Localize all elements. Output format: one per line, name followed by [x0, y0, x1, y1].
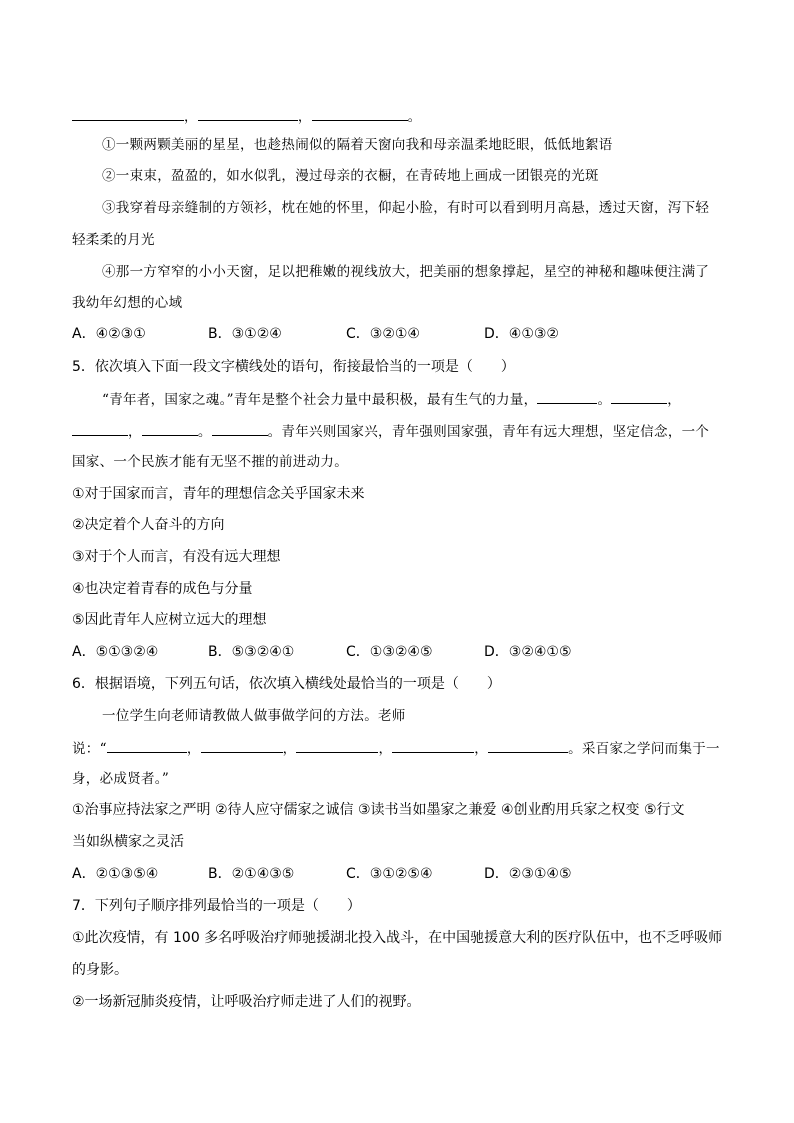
q5-paragraph-line1 [72, 389, 752, 410]
option-a[interactable]: A．⑤①③②④ [72, 644, 159, 660]
q4-item-1: ①一颗两颗美丽的星星，也趁热闹似的隔着天窗向我和母亲温柔地眨眼，低低地絮语 [102, 137, 613, 153]
answer-blank [107, 738, 187, 753]
q6-options [72, 864, 722, 884]
option-d[interactable]: D．④①③② [484, 326, 559, 342]
option-c[interactable]: C．③①②⑤④ [346, 866, 433, 882]
q6-items-line1: ①治事应持法家之严明 ②待人应守儒家之诚信 ③读书当如墨家之兼爱 ④创业酌用兵家之权变 ⑤行文 [72, 802, 685, 818]
option-b[interactable]: B．⑤③②④① [208, 644, 295, 660]
q4-item-4-cont: 我幼年幻想的心域 [72, 295, 183, 311]
q5-item-5: ⑤因此青年人应树立远大的理想 [72, 612, 267, 628]
q7-item-2: ②一场新冠肺炎疫情，让呼吸治疗师走进了人们的视野。 [72, 994, 421, 1010]
q6-paragraph-line3: 身，必成贤者。” [72, 771, 170, 787]
q5-item-2: ②决定着个人奋斗的方向 [72, 517, 225, 533]
q7-item-1-cont: 的身影。 [72, 962, 128, 978]
answer-blank [201, 738, 283, 753]
q6-text: ， [282, 741, 297, 757]
q5-item-4: ④也决定着青春的成色与分量 [72, 581, 253, 597]
answer-blank [212, 421, 268, 436]
option-c[interactable]: C．③②①④ [346, 326, 420, 342]
answer-blank [611, 389, 667, 404]
q7-item-1: ①此次疫情，有 100 多名呼吸治疗师驰援湖北投入战斗，在中国驰援意大利的医疗队伍中，也不乏呼吸师 [72, 930, 722, 946]
q6-text: 说：“ [72, 741, 107, 757]
q4-options [72, 324, 722, 344]
q5-paragraph-line3: 国家、一个民族才能有无坚不摧的前进动力。 [72, 454, 348, 470]
q4-item-3: ③我穿着母亲缝制的方领衫，枕在她的怀里，仰起小脸，有时可以看到明月高悬，透过天窗，泻下轻 [102, 200, 710, 216]
q5-stem: 5．依次填入下面一段文字横线处的语句，衔接最恰当的一项是（ ） [72, 359, 515, 375]
q5-options [72, 642, 722, 662]
option-b[interactable]: B．③①②④ [208, 326, 282, 342]
q6-paragraph-line1: 一位学生向老师请教做人做事做学问的方法。老师 [102, 708, 406, 724]
option-a[interactable]: A．②①③⑤④ [72, 866, 159, 882]
option-c[interactable]: C．①③②④⑤ [346, 644, 433, 660]
answer-blank [488, 738, 568, 753]
q5-item-1: ①对于国家而言，青年的理想信念关乎国家未来 [72, 486, 365, 502]
q6-paragraph-line2 [72, 738, 722, 759]
q6-text: ， [186, 741, 201, 757]
q5-text: 。 [597, 392, 612, 408]
q6-text: 。采百家之学问而集于一 [568, 741, 720, 757]
answer-blank [537, 389, 597, 404]
q7-stem: 7．下列句子顺序排列最恰当的一项是（ ） [72, 898, 361, 914]
option-b[interactable]: B．②①④③⑤ [208, 866, 295, 882]
q4-blank-line: ， ， 。 [72, 106, 722, 127]
q5-text: 。青年兴则国家兴，青年强则国家强，青年有远大理想，坚定信念，一个 [267, 424, 710, 440]
q4-item-3-cont: 轻柔柔的月光 [72, 232, 155, 248]
answer-blank [312, 106, 408, 121]
q6-items-line2: 当如纵横家之灵活 [72, 834, 184, 850]
q5-text: ， [667, 392, 682, 408]
answer-blank [198, 106, 298, 121]
option-d[interactable]: D．③②④①⑤ [484, 644, 572, 660]
option-d[interactable]: D．②③①④⑤ [484, 866, 572, 882]
q6-text: ， [474, 741, 489, 757]
answer-blank [296, 738, 378, 753]
answer-blank [142, 421, 198, 436]
q5-paragraph-line2 [72, 421, 722, 442]
q5-item-3: ③对于个人而言，有没有远大理想 [72, 549, 281, 565]
q6-stem: 6．根据语境，下列五句话，依次填入横线处最恰当的一项是（ ） [72, 676, 501, 692]
q5-text: ， [128, 424, 142, 440]
q5-text: 。 [197, 424, 212, 440]
q5-text: “青年者，国家之魂。”青年是整个社会力量中最积极，最有生气的力量， [102, 392, 538, 408]
q4-item-4: ④那一方窄窄的小小天窗，足以把稚嫩的视线放大，把美丽的想象撑起，星空的神秘和趣味便注满了 [102, 264, 710, 280]
answer-blank [72, 106, 184, 121]
option-a[interactable]: A．④②③① [72, 326, 146, 342]
answer-blank [72, 421, 128, 436]
q4-item-2: ②一束束，盈盈的，如水似乳，漫过母亲的衣橱，在青砖地上画成一团银亮的光斑 [102, 168, 599, 184]
answer-blank [392, 738, 474, 753]
q6-text: ， [378, 741, 393, 757]
